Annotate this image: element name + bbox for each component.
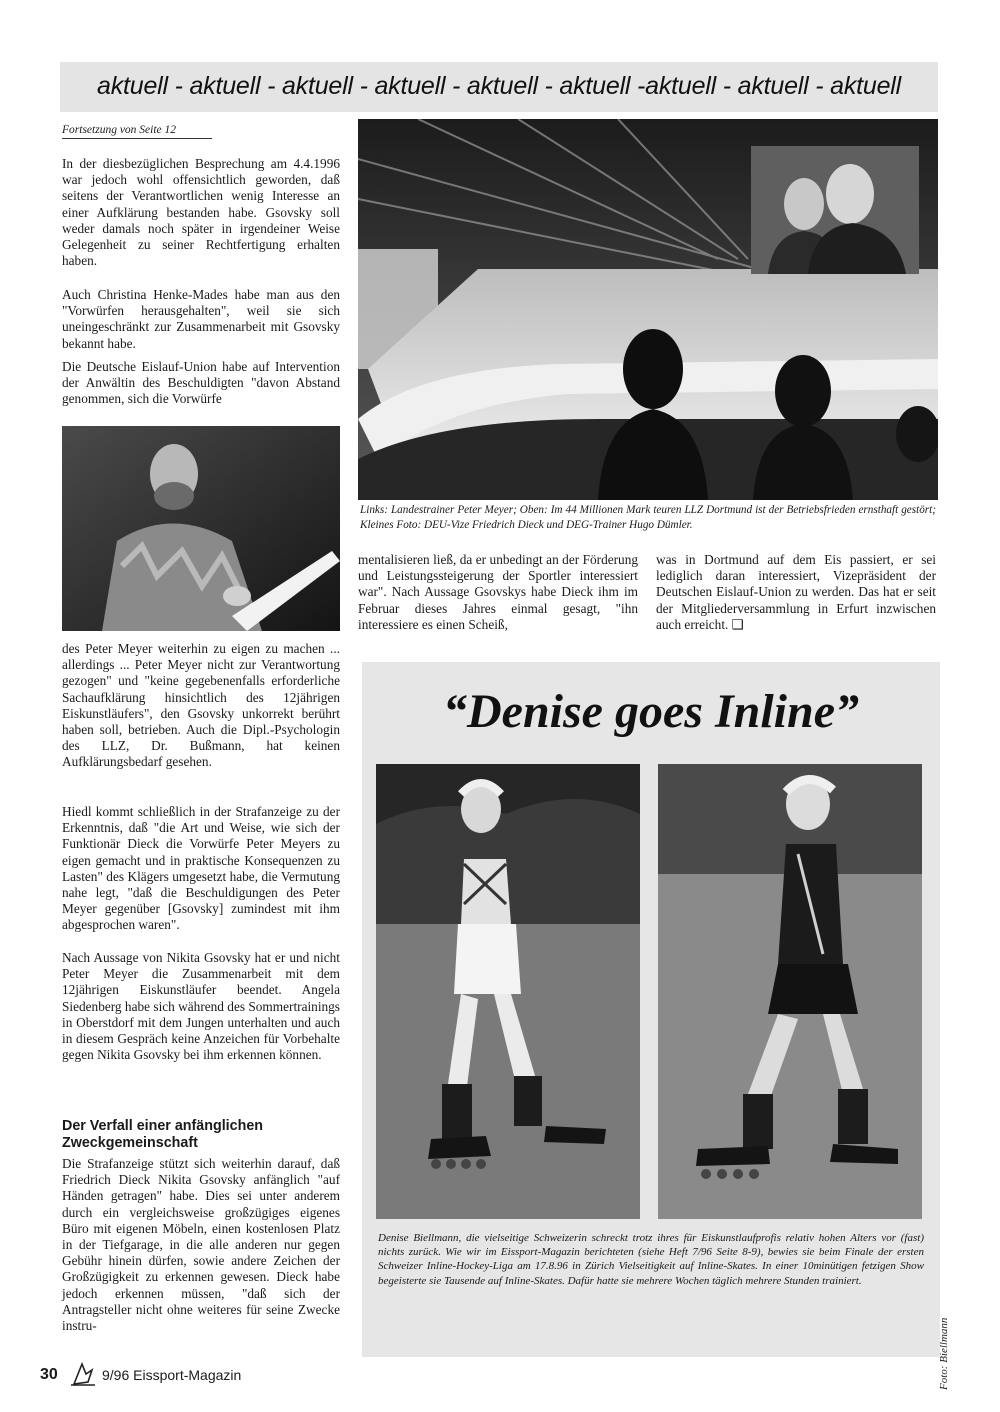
paragraph-7: Die Strafanzeige stützt sich weiterhin darauf, daß Friedrich Dieck Nikita Gsovsky anfänglich "auf Händen getragen" habe. Dies sei unter anderem durch ein vergleichsweise großzügiges eigenes Büro mit eigenen Möbeln, einen kostenlosen Platz in der Tiefgarage, in die alle anderen nur gegen Gebühr hinein dürfen, sowie andere Zeichen der Großzügigkeit zu erkennen gewesen. Dieck habe jedoch erkennen müssen, "daß sich der Antragsteller nicht ohne weiteres für seine Zwecke instru- xyxy=(62,1156,340,1334)
photo-denise-right xyxy=(658,764,922,1219)
page-number: 30 xyxy=(40,1366,58,1383)
issue-label: 9/96 Eissport-Magazin xyxy=(102,1367,242,1383)
photo-peter-meyer xyxy=(62,426,340,631)
inline-feature-box xyxy=(362,662,940,1357)
trainer-photo-graphic xyxy=(62,426,340,631)
paragraph-6: Nach Aussage von Nikita Gsovsky hat er und nicht Peter Meyer die Zusammenarbeit mit dem 12jährigen Eiskunstläufer beendet. Angela Siedenberg habe sich während des Sommertrainings in Oberstdorf mit dem Jungen unterhalten und auch in diesem Gespräch keine Anzeichen für Vorbehalte gegen Nikita Gsovsky bei ihm erkennen können. xyxy=(62,950,340,1063)
subheading: Der Verfall einer anfänglichen Zweckgemeinschaft xyxy=(62,1118,264,1151)
photo-denise-left xyxy=(376,764,640,1219)
photo-credit-text: Foto: Biellmann xyxy=(938,1317,950,1390)
inline-feature-title: “Denise goes Inline” xyxy=(442,685,859,738)
skater-photo-right-graphic xyxy=(658,764,922,1219)
rink-photo-graphic xyxy=(358,119,938,500)
paragraph-3: Die Deutsche Eislauf-Union habe auf Intervention der Anwältin des Beschuldigten "davon Abstand genommen, sich die Vorwürfe xyxy=(62,359,340,407)
paragraph-5: Hiedl kommt schließlich in der Strafanzeige zu der Erkenntnis, daß "die Art und Weise, wie sich der Funktionär Dieck die Vorwürfe Peter Meyers zu eigen gemacht und in praktische Konsequenzen zu Lasten" des Klägers umgesetzt habe, die Vermutung nahe legt, "daß die Beschuldigungen des Peter Meyer gegenüber [Gsovsky] zumindest mit ihm abgesprochen waren". xyxy=(62,804,340,933)
middle-column-text: mentalisieren ließ, da er unbedingt an der Förderung und Leistungssteigerung der Sportler interessiert war". Nach Aussage Gsovskys habe Dieck ihm im Februar dieses Jahres einmal gesagt, "ihn interessiere es einen Scheiß, xyxy=(358,552,638,632)
paragraph-1: In der diesbezüglichen Besprechung am 4.4.1996 war jedoch wohl offensichtlich geworden, daß seitens der Verantwortlichen wenig Interesse an einer Aufklärung bestanden habe. Gsovsky soll weder damals noch später in irgendeiner Weise Gelegenheit zu seiner Rechtfertigung erhalten haben. xyxy=(62,156,340,269)
paragraph-2: Auch Christina Henke-Mades habe man aus den "Vorwürfen herausgehalten", weil sie sich uneingeschränkt zur Zusammenarbeit mit Gsovsky bekannt habe. xyxy=(62,287,340,351)
inline-feature-caption: Denise Biellmann, die vielseitige Schweizerin schreckt trotz ihres für Eiskunstlaufprofis relativ hohen Alters vor (fast) nichts zurück. Wie wir im Eissport-Magazin berichteten (siehe Heft 7/96 Seite 8-9), bewies sie beim Finale der ersten Schweizer Inline-Hockey-Liga am 17.8.96 in Zürich Vielseitigkeit auf Inline-Skates. In einer 10minütigen fetzigen Show begeisterte sie Tausende auf Inline-Skates. Dafür hatte sie mehrere Wochen täglich mehrere Stunden trainiert. xyxy=(378,1232,924,1287)
paragraph-4: des Peter Meyer weiterhin zu eigen zu machen ... allerdings ... Peter Meyer nicht zur Verantwortung gezogen" und "keine gegebenenfalls erforderliche Sachaufklärung hinsichtlich des 12jährigen Eiskunstläufers", den Gsovsky unkorrekt berührt haben soll, betrieben. Auch die Dipl.-Psychologin des LLZ, Dr. Bußmann, hat keinen Aufklärungsbedarf gesehen. xyxy=(62,641,340,770)
section-banner xyxy=(60,62,938,112)
photo-ice-rink xyxy=(358,119,938,500)
photo-credit xyxy=(938,1170,968,1390)
skater-photo-left-graphic xyxy=(376,764,640,1219)
skater-logo-icon xyxy=(68,1360,98,1391)
top-photo-caption: Links: Landestrainer Peter Meyer; Oben: Im 44 Millionen Mark teuren LLZ Dortmund ist der Betriebsfrieden ernsthaft gestört; Kleines Foto: DEU-Vize Friedrich Dieck und DEG-Trainer Hugo Dümler. xyxy=(360,504,936,531)
continued-note: Fortsetzung von Seite 12 xyxy=(62,124,212,139)
banner-text: aktuell - aktuell - aktuell - aktuell - aktuell - aktuell -aktuell - aktuell - aktuell xyxy=(97,72,901,100)
right-column-text: was in Dortmund auf dem Eis passiert, er sei lediglich daran interessiert, Vizepräsident der Deutschen Eislauf-Union zu werden. Das hat er seit der Mitgliederversammlung in Erfurt inzwischen auch erreicht. ❑ xyxy=(656,552,936,632)
